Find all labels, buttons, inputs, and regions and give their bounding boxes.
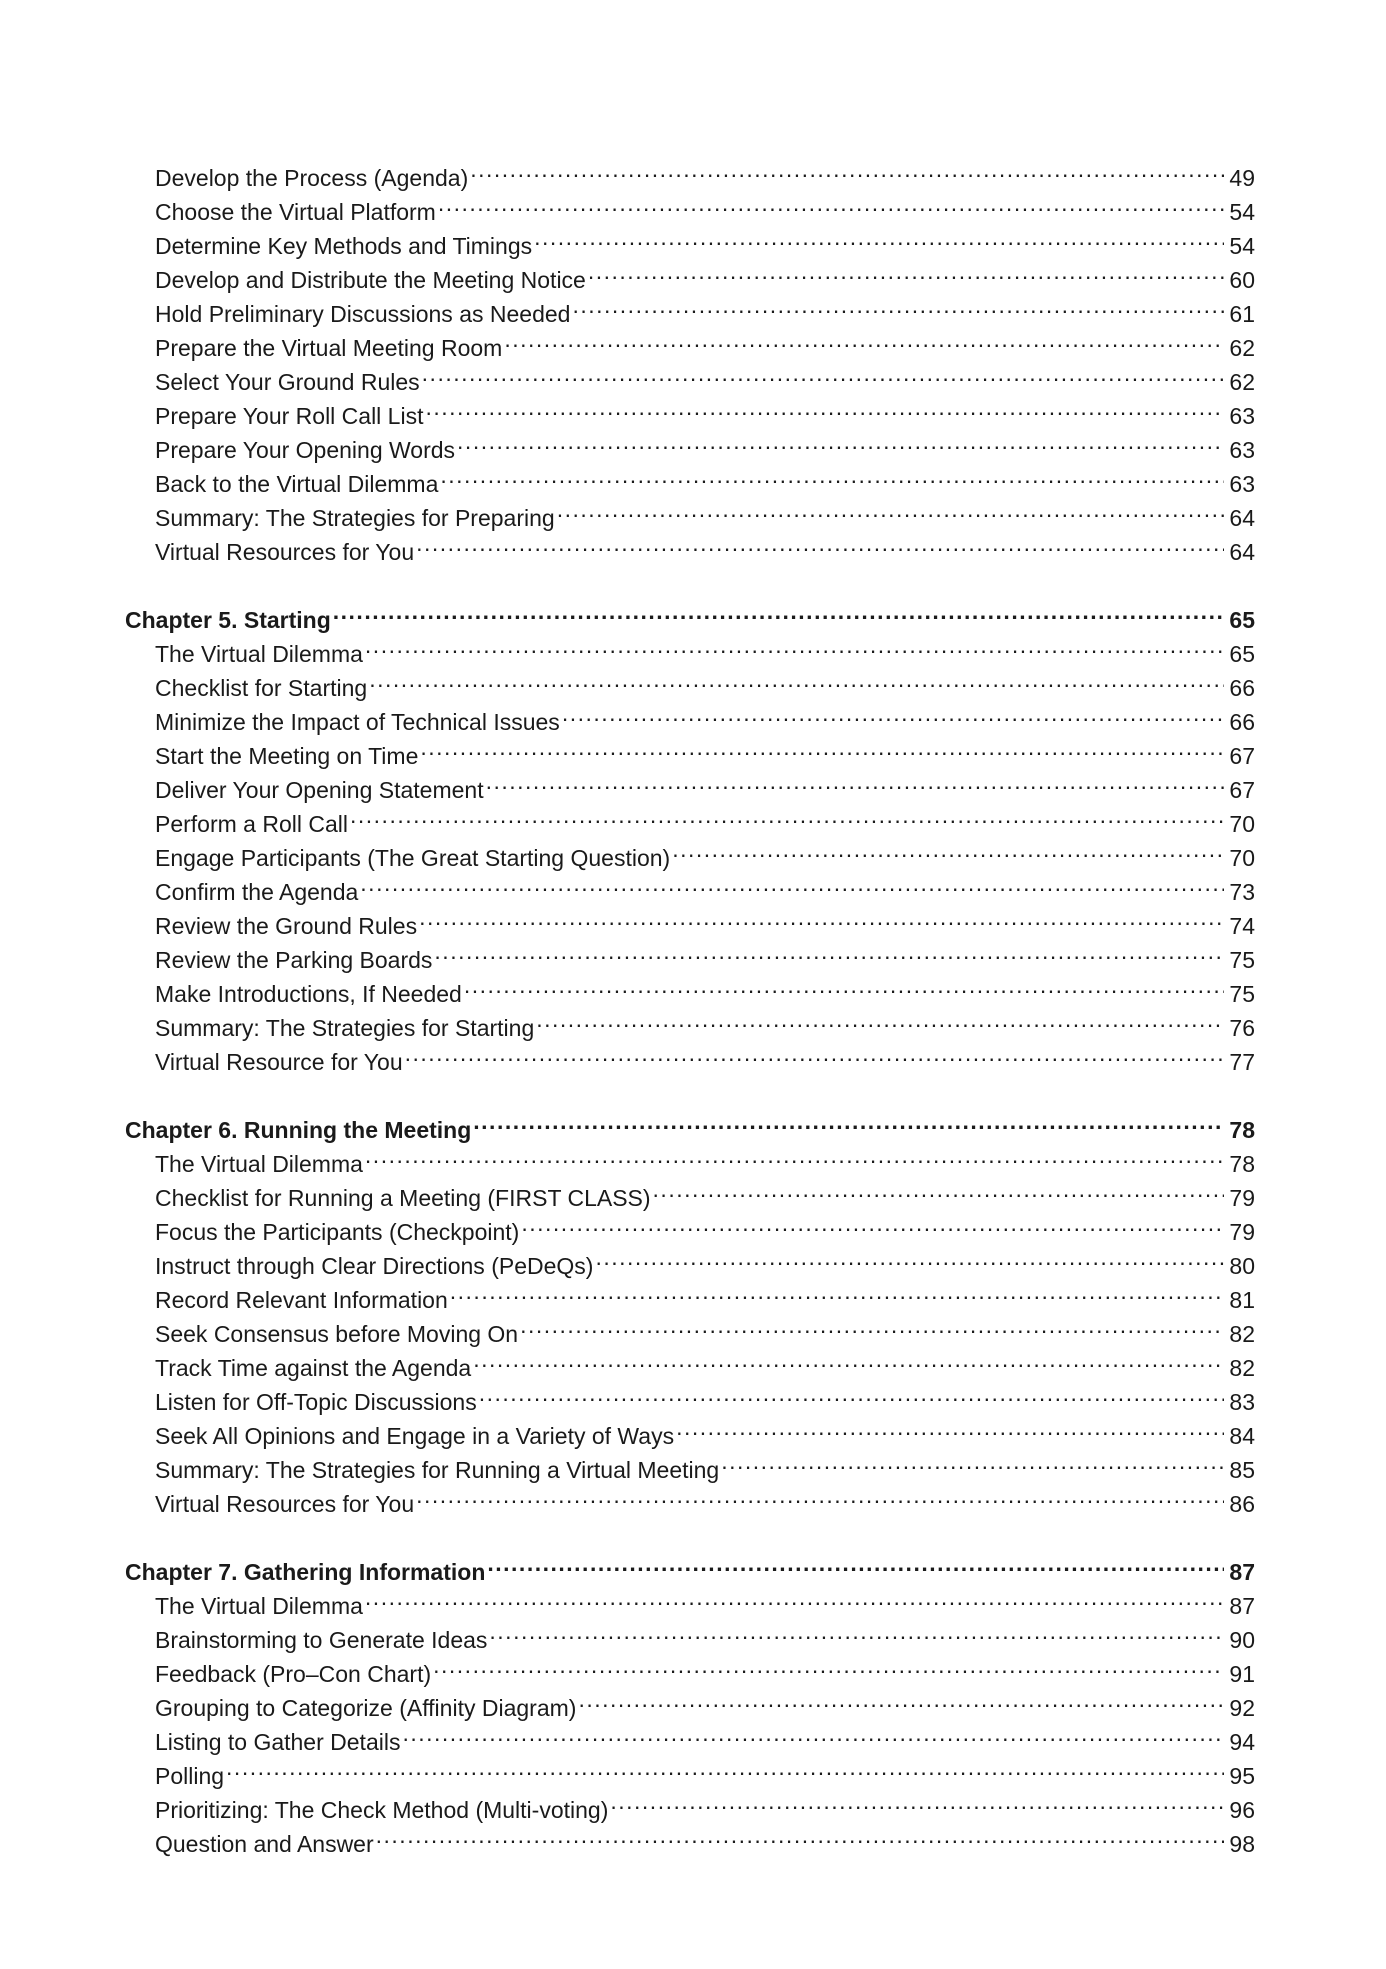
page-number: 62 bbox=[1229, 335, 1255, 361]
page-number: 65 bbox=[1229, 641, 1255, 667]
page-number: 94 bbox=[1229, 1729, 1255, 1755]
entry-title: Choose the Virtual Platform bbox=[155, 199, 436, 225]
page-number: 63 bbox=[1229, 437, 1255, 463]
page-number: 82 bbox=[1229, 1355, 1255, 1381]
dot-leader bbox=[504, 322, 1224, 356]
entry-title: Confirm the Agenda bbox=[155, 879, 359, 905]
entry-title: Engage Participants (The Great Starting Question) bbox=[155, 845, 671, 871]
toc-chapter-heading[interactable] bbox=[125, 594, 1255, 633]
dot-leader bbox=[457, 424, 1224, 458]
entry-title: Checklist for Starting bbox=[155, 675, 368, 701]
dot-leader bbox=[464, 968, 1224, 1002]
entry-title: Track Time against the Agenda bbox=[155, 1355, 472, 1381]
chapter-title: Chapter 5. Starting bbox=[125, 607, 331, 633]
page-number: 65 bbox=[1229, 607, 1255, 633]
entry-title: Prioritizing: The Check Method (Multi-voting) bbox=[155, 1797, 609, 1823]
dot-leader bbox=[450, 1274, 1224, 1308]
entry-title: Review the Ground Rules bbox=[155, 913, 418, 939]
dot-leader bbox=[572, 288, 1224, 322]
page-number: 66 bbox=[1229, 709, 1255, 735]
entry-title: Virtual Resources for You bbox=[155, 1491, 415, 1517]
dot-leader bbox=[486, 764, 1224, 798]
entry-title: Seek Consensus before Moving On bbox=[155, 1321, 519, 1347]
entry-title: Virtual Resource for You bbox=[155, 1049, 403, 1075]
page-number: 96 bbox=[1229, 1797, 1255, 1823]
page-number: 98 bbox=[1229, 1831, 1255, 1857]
dot-leader bbox=[416, 1478, 1224, 1512]
entry-title: Feedback (Pro–Con Chart) bbox=[155, 1661, 432, 1687]
dot-leader bbox=[610, 1784, 1224, 1818]
entry-title: Summary: The Strategies for Preparing bbox=[155, 505, 555, 531]
dot-leader bbox=[521, 1206, 1224, 1240]
dot-leader bbox=[479, 1376, 1224, 1410]
page-number: 81 bbox=[1229, 1287, 1255, 1313]
entry-title: Brainstorming to Generate Ideas bbox=[155, 1627, 488, 1653]
dot-leader bbox=[420, 730, 1224, 764]
entry-title: The Virtual Dilemma bbox=[155, 1151, 363, 1177]
dot-leader bbox=[365, 1580, 1224, 1614]
page-number: 79 bbox=[1229, 1185, 1255, 1211]
page-number: 77 bbox=[1229, 1049, 1255, 1075]
page-number: 64 bbox=[1229, 539, 1255, 565]
page-number: 60 bbox=[1229, 267, 1255, 293]
dot-leader bbox=[562, 696, 1224, 730]
toc-chapter-heading[interactable] bbox=[125, 1546, 1255, 1585]
page-number: 87 bbox=[1229, 1593, 1255, 1619]
page-number: 90 bbox=[1229, 1627, 1255, 1653]
dot-leader bbox=[433, 1648, 1224, 1682]
page-number: 79 bbox=[1229, 1219, 1255, 1245]
entry-title: Question and Answer bbox=[155, 1831, 374, 1857]
page-number: 82 bbox=[1229, 1321, 1255, 1347]
table-of-contents bbox=[125, 152, 1255, 1857]
page-number: 92 bbox=[1229, 1695, 1255, 1721]
dot-leader bbox=[653, 1172, 1224, 1206]
page-number: 63 bbox=[1229, 403, 1255, 429]
dot-leader bbox=[520, 1308, 1224, 1342]
entry-title: Start the Meeting on Time bbox=[155, 743, 419, 769]
entry-title: Develop the Process (Agenda) bbox=[155, 165, 469, 191]
page-number: 67 bbox=[1229, 777, 1255, 803]
dot-leader bbox=[470, 152, 1224, 186]
dot-leader bbox=[434, 934, 1224, 968]
toc-entry[interactable] bbox=[125, 1750, 1255, 1789]
page-number: 75 bbox=[1229, 947, 1255, 973]
page-number: 62 bbox=[1229, 369, 1255, 395]
dot-leader bbox=[422, 356, 1224, 390]
entry-title: The Virtual Dilemma bbox=[155, 641, 363, 667]
dot-leader bbox=[489, 1614, 1224, 1648]
dot-leader bbox=[350, 798, 1224, 832]
dot-leader bbox=[578, 1682, 1224, 1716]
page-number: 75 bbox=[1229, 981, 1255, 1007]
page-number: 86 bbox=[1229, 1491, 1255, 1517]
entry-title: Minimize the Impact of Technical Issues bbox=[155, 709, 560, 735]
dot-leader bbox=[405, 1036, 1224, 1070]
page-number: 78 bbox=[1229, 1151, 1255, 1177]
dot-leader bbox=[536, 1002, 1224, 1036]
entry-title: Record Relevant Information bbox=[155, 1287, 448, 1313]
entry-title: Virtual Resources for You bbox=[155, 539, 415, 565]
dot-leader bbox=[595, 1240, 1224, 1274]
dot-leader bbox=[440, 458, 1224, 492]
entry-title: Polling bbox=[155, 1763, 225, 1789]
page-number: 84 bbox=[1229, 1423, 1255, 1449]
page-number: 54 bbox=[1229, 233, 1255, 259]
dot-leader bbox=[721, 1444, 1224, 1478]
dot-leader bbox=[588, 254, 1224, 288]
entry-title: Select Your Ground Rules bbox=[155, 369, 420, 395]
entry-title: Seek All Opinions and Engage in a Variety of Ways bbox=[155, 1423, 675, 1449]
dot-leader bbox=[419, 900, 1224, 934]
entry-title: The Virtual Dilemma bbox=[155, 1593, 363, 1619]
entry-title: Deliver Your Opening Statement bbox=[155, 777, 484, 803]
dot-leader bbox=[365, 1138, 1224, 1172]
dot-leader bbox=[425, 390, 1224, 424]
dot-leader bbox=[534, 220, 1224, 254]
dot-leader bbox=[376, 1818, 1224, 1852]
entry-title: Hold Preliminary Discussions as Needed bbox=[155, 301, 571, 327]
entry-title: Review the Parking Boards bbox=[155, 947, 433, 973]
entry-title: Listing to Gather Details bbox=[155, 1729, 401, 1755]
page-number: 67 bbox=[1229, 743, 1255, 769]
chapter-title: Chapter 6. Running the Meeting bbox=[125, 1117, 472, 1143]
entry-title: Prepare Your Roll Call List bbox=[155, 403, 424, 429]
dot-leader bbox=[226, 1750, 1224, 1784]
entry-title: Develop and Distribute the Meeting Notice bbox=[155, 267, 586, 293]
entry-title: Summary: The Strategies for Starting bbox=[155, 1015, 535, 1041]
dot-leader bbox=[360, 866, 1224, 900]
page-number: 54 bbox=[1229, 199, 1255, 225]
dot-leader bbox=[487, 1546, 1224, 1580]
entry-title: Summary: The Strategies for Running a Virtual Meeting bbox=[155, 1457, 720, 1483]
toc-entry[interactable] bbox=[125, 1784, 1255, 1823]
page-number: 95 bbox=[1229, 1763, 1255, 1789]
dot-leader bbox=[473, 1104, 1224, 1138]
page-number: 61 bbox=[1229, 301, 1255, 327]
dot-leader bbox=[369, 662, 1224, 696]
entry-title: Determine Key Methods and Timings bbox=[155, 233, 533, 259]
dot-leader bbox=[557, 492, 1224, 526]
page-number: 80 bbox=[1229, 1253, 1255, 1279]
dot-leader bbox=[672, 832, 1224, 866]
dot-leader bbox=[473, 1342, 1224, 1376]
entry-title: Checklist for Running a Meeting (FIRST CLASS) bbox=[155, 1185, 651, 1211]
page-number: 76 bbox=[1229, 1015, 1255, 1041]
page-number: 64 bbox=[1229, 505, 1255, 531]
entry-title: Instruct through Clear Directions (PeDeQs) bbox=[155, 1253, 594, 1279]
page-number: 78 bbox=[1229, 1117, 1255, 1143]
entry-title: Make Introductions, If Needed bbox=[155, 981, 462, 1007]
dot-leader bbox=[365, 628, 1224, 662]
page-number: 73 bbox=[1229, 879, 1255, 905]
entry-title: Prepare the Virtual Meeting Room bbox=[155, 335, 503, 361]
entry-title: Perform a Roll Call bbox=[155, 811, 348, 837]
entry-title: Grouping to Categorize (Affinity Diagram) bbox=[155, 1695, 577, 1721]
page-number: 83 bbox=[1229, 1389, 1255, 1415]
dot-leader bbox=[438, 186, 1224, 220]
dot-leader bbox=[676, 1410, 1224, 1444]
entry-title: Back to the Virtual Dilemma bbox=[155, 471, 439, 497]
entry-title: Focus the Participants (Checkpoint) bbox=[155, 1219, 520, 1245]
dot-leader bbox=[402, 1716, 1224, 1750]
toc-entry[interactable] bbox=[125, 152, 1255, 191]
page-number: 91 bbox=[1229, 1661, 1255, 1687]
dot-leader bbox=[333, 594, 1224, 628]
chapter-title: Chapter 7. Gathering Information bbox=[125, 1559, 486, 1585]
entry-title: Listen for Off-Topic Discussions bbox=[155, 1389, 477, 1415]
toc-chapter-heading[interactable] bbox=[125, 1104, 1255, 1143]
page-number: 74 bbox=[1229, 913, 1255, 939]
page-number: 70 bbox=[1229, 845, 1255, 871]
page-number: 66 bbox=[1229, 675, 1255, 701]
page-number: 87 bbox=[1229, 1559, 1255, 1585]
page-number: 63 bbox=[1229, 471, 1255, 497]
dot-leader bbox=[416, 526, 1224, 560]
page-number: 70 bbox=[1229, 811, 1255, 837]
page-number: 49 bbox=[1229, 165, 1255, 191]
page-number: 85 bbox=[1229, 1457, 1255, 1483]
entry-title: Prepare Your Opening Words bbox=[155, 437, 456, 463]
